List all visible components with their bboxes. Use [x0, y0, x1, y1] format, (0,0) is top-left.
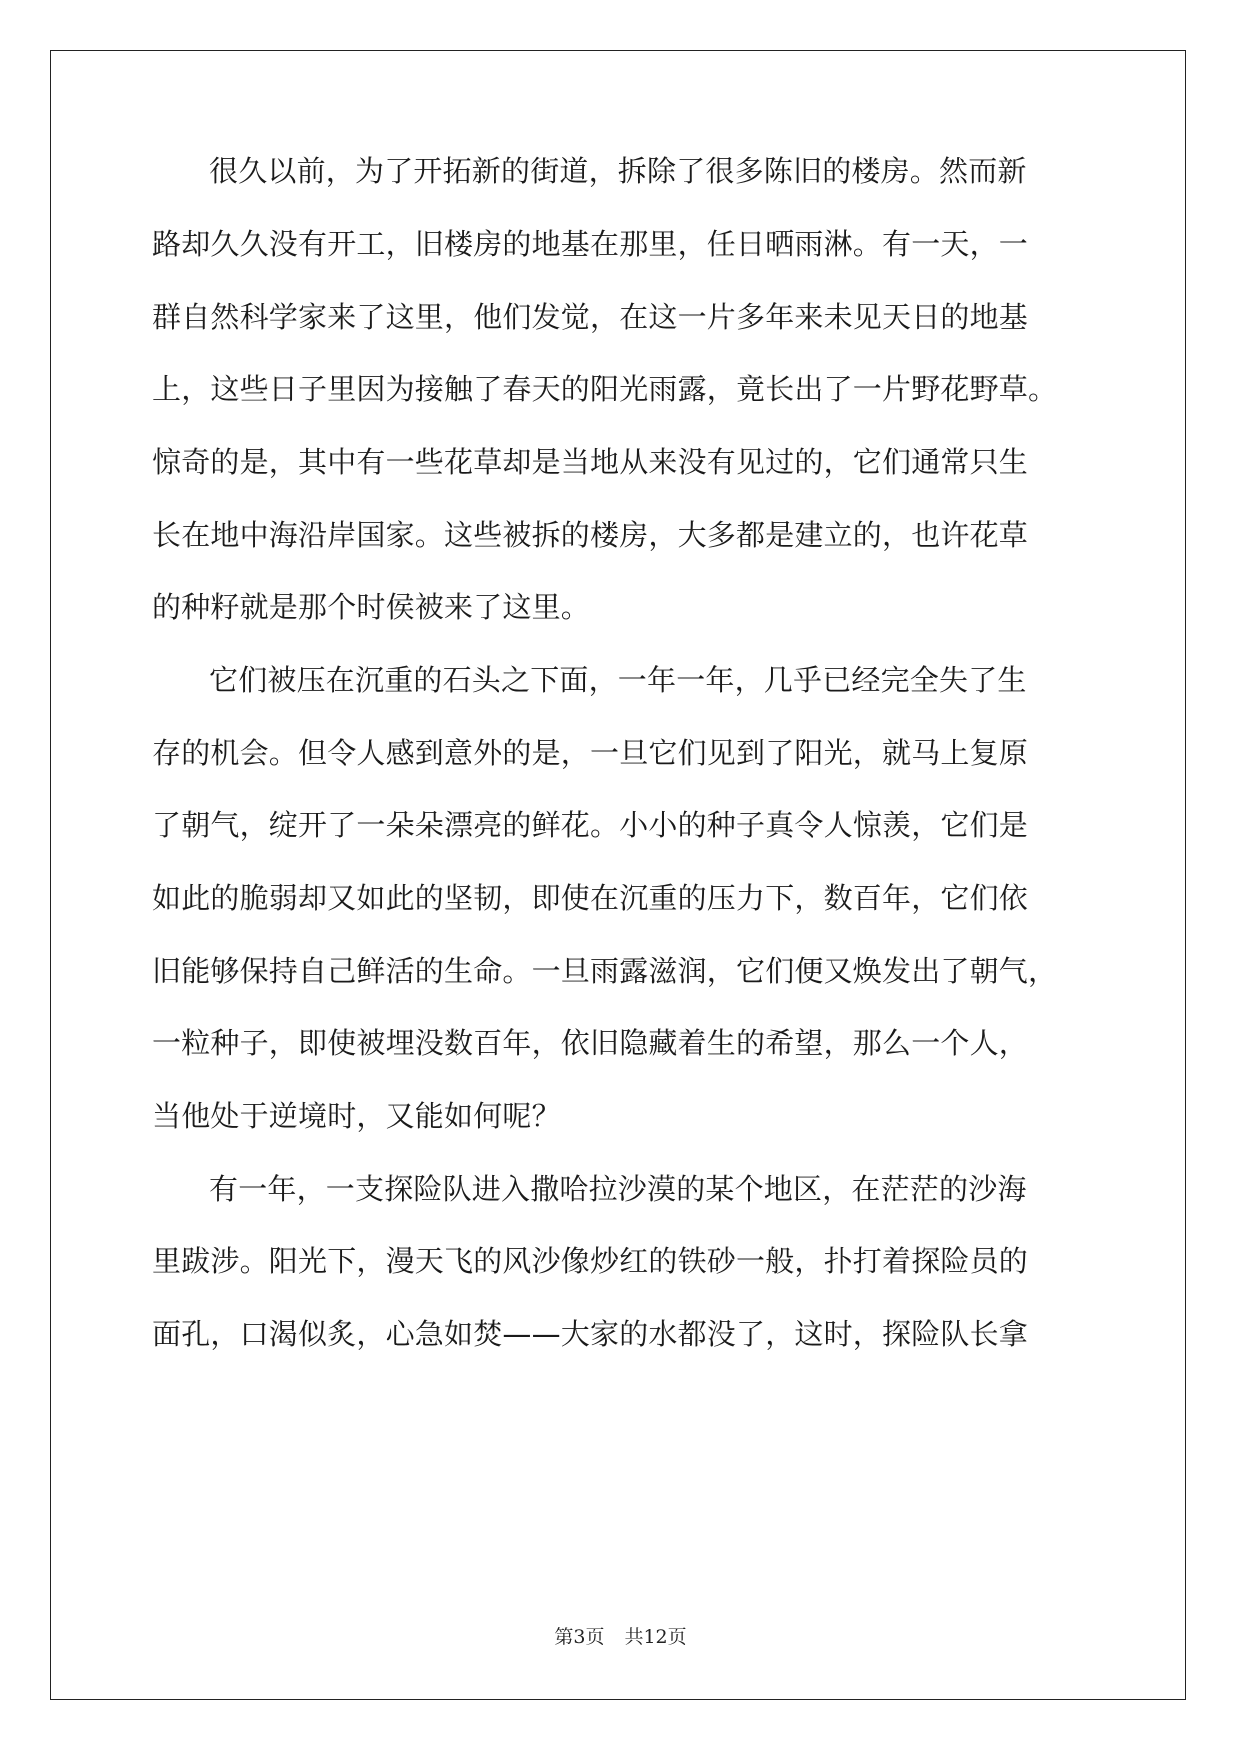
- text-line: 了朝气，绽开了一朵朵漂亮的鲜花。小小的种子真令人惊羡，它们是: [152, 808, 1029, 842]
- text-line: 长在地中海沿岸国家。这些被拆的楼房，大多都是建立的，也许花草: [152, 518, 1029, 552]
- text-line: 当他处于逆境时，又能如何呢？: [152, 1099, 561, 1133]
- text-line: 上，这些日子里因为接触了春天的阳光雨露，竟长出了一片野花野草。: [152, 372, 1058, 406]
- text-line: 它们被压在沉重的石头之下面，一年一年，几乎已经完全失了生: [209, 663, 1027, 697]
- text-line: 路却久久没有开工，旧楼房的地基在那里，任日晒雨淋。有一天，一: [152, 227, 1029, 261]
- text-line: 惊奇的是，其中有一些花草却是当地从来没有见过的，它们通常只生: [152, 445, 1029, 479]
- text-line: 的种籽就是那个时侯被来了这里。: [152, 590, 591, 624]
- text-line: 一粒种子，即使被埋没数百年，依旧隐藏着生的希望，那么一个人，: [152, 1026, 1029, 1060]
- text-line: 旧能够保持自己鲜活的生命。一旦雨露滋润，它们便又焕发出了朝气，: [152, 954, 1058, 988]
- page-footer: [0, 1622, 1241, 1649]
- text-line: 很久以前，为了开拓新的街道，拆除了很多陈旧的楼房。然而新: [209, 154, 1027, 188]
- text-line: 如此的脆弱却又如此的坚韧，即使在沉重的压力下，数百年，它们依: [152, 881, 1029, 915]
- page-total: 共12页: [624, 1626, 687, 1648]
- text-line: 面孔，口渴似炙，心急如焚——大家的水都没了，这时，探险队长拿: [152, 1317, 1029, 1351]
- page-number: 第3页: [554, 1626, 605, 1648]
- text-line: 存的机会。但令人感到意外的是，一旦它们见到了阳光，就马上复原: [152, 736, 1029, 770]
- text-line: 有一年，一支探险队进入撒哈拉沙漠的某个地区，在茫茫的沙海: [209, 1172, 1027, 1206]
- text-line: 群自然科学家来了这里，他们发觉，在这一片多年来未见天日的地基: [152, 300, 1029, 334]
- text-line: 里跋涉。阳光下，漫天飞的风沙像炒红的铁砂一般，扑打着探险员的: [152, 1244, 1029, 1278]
